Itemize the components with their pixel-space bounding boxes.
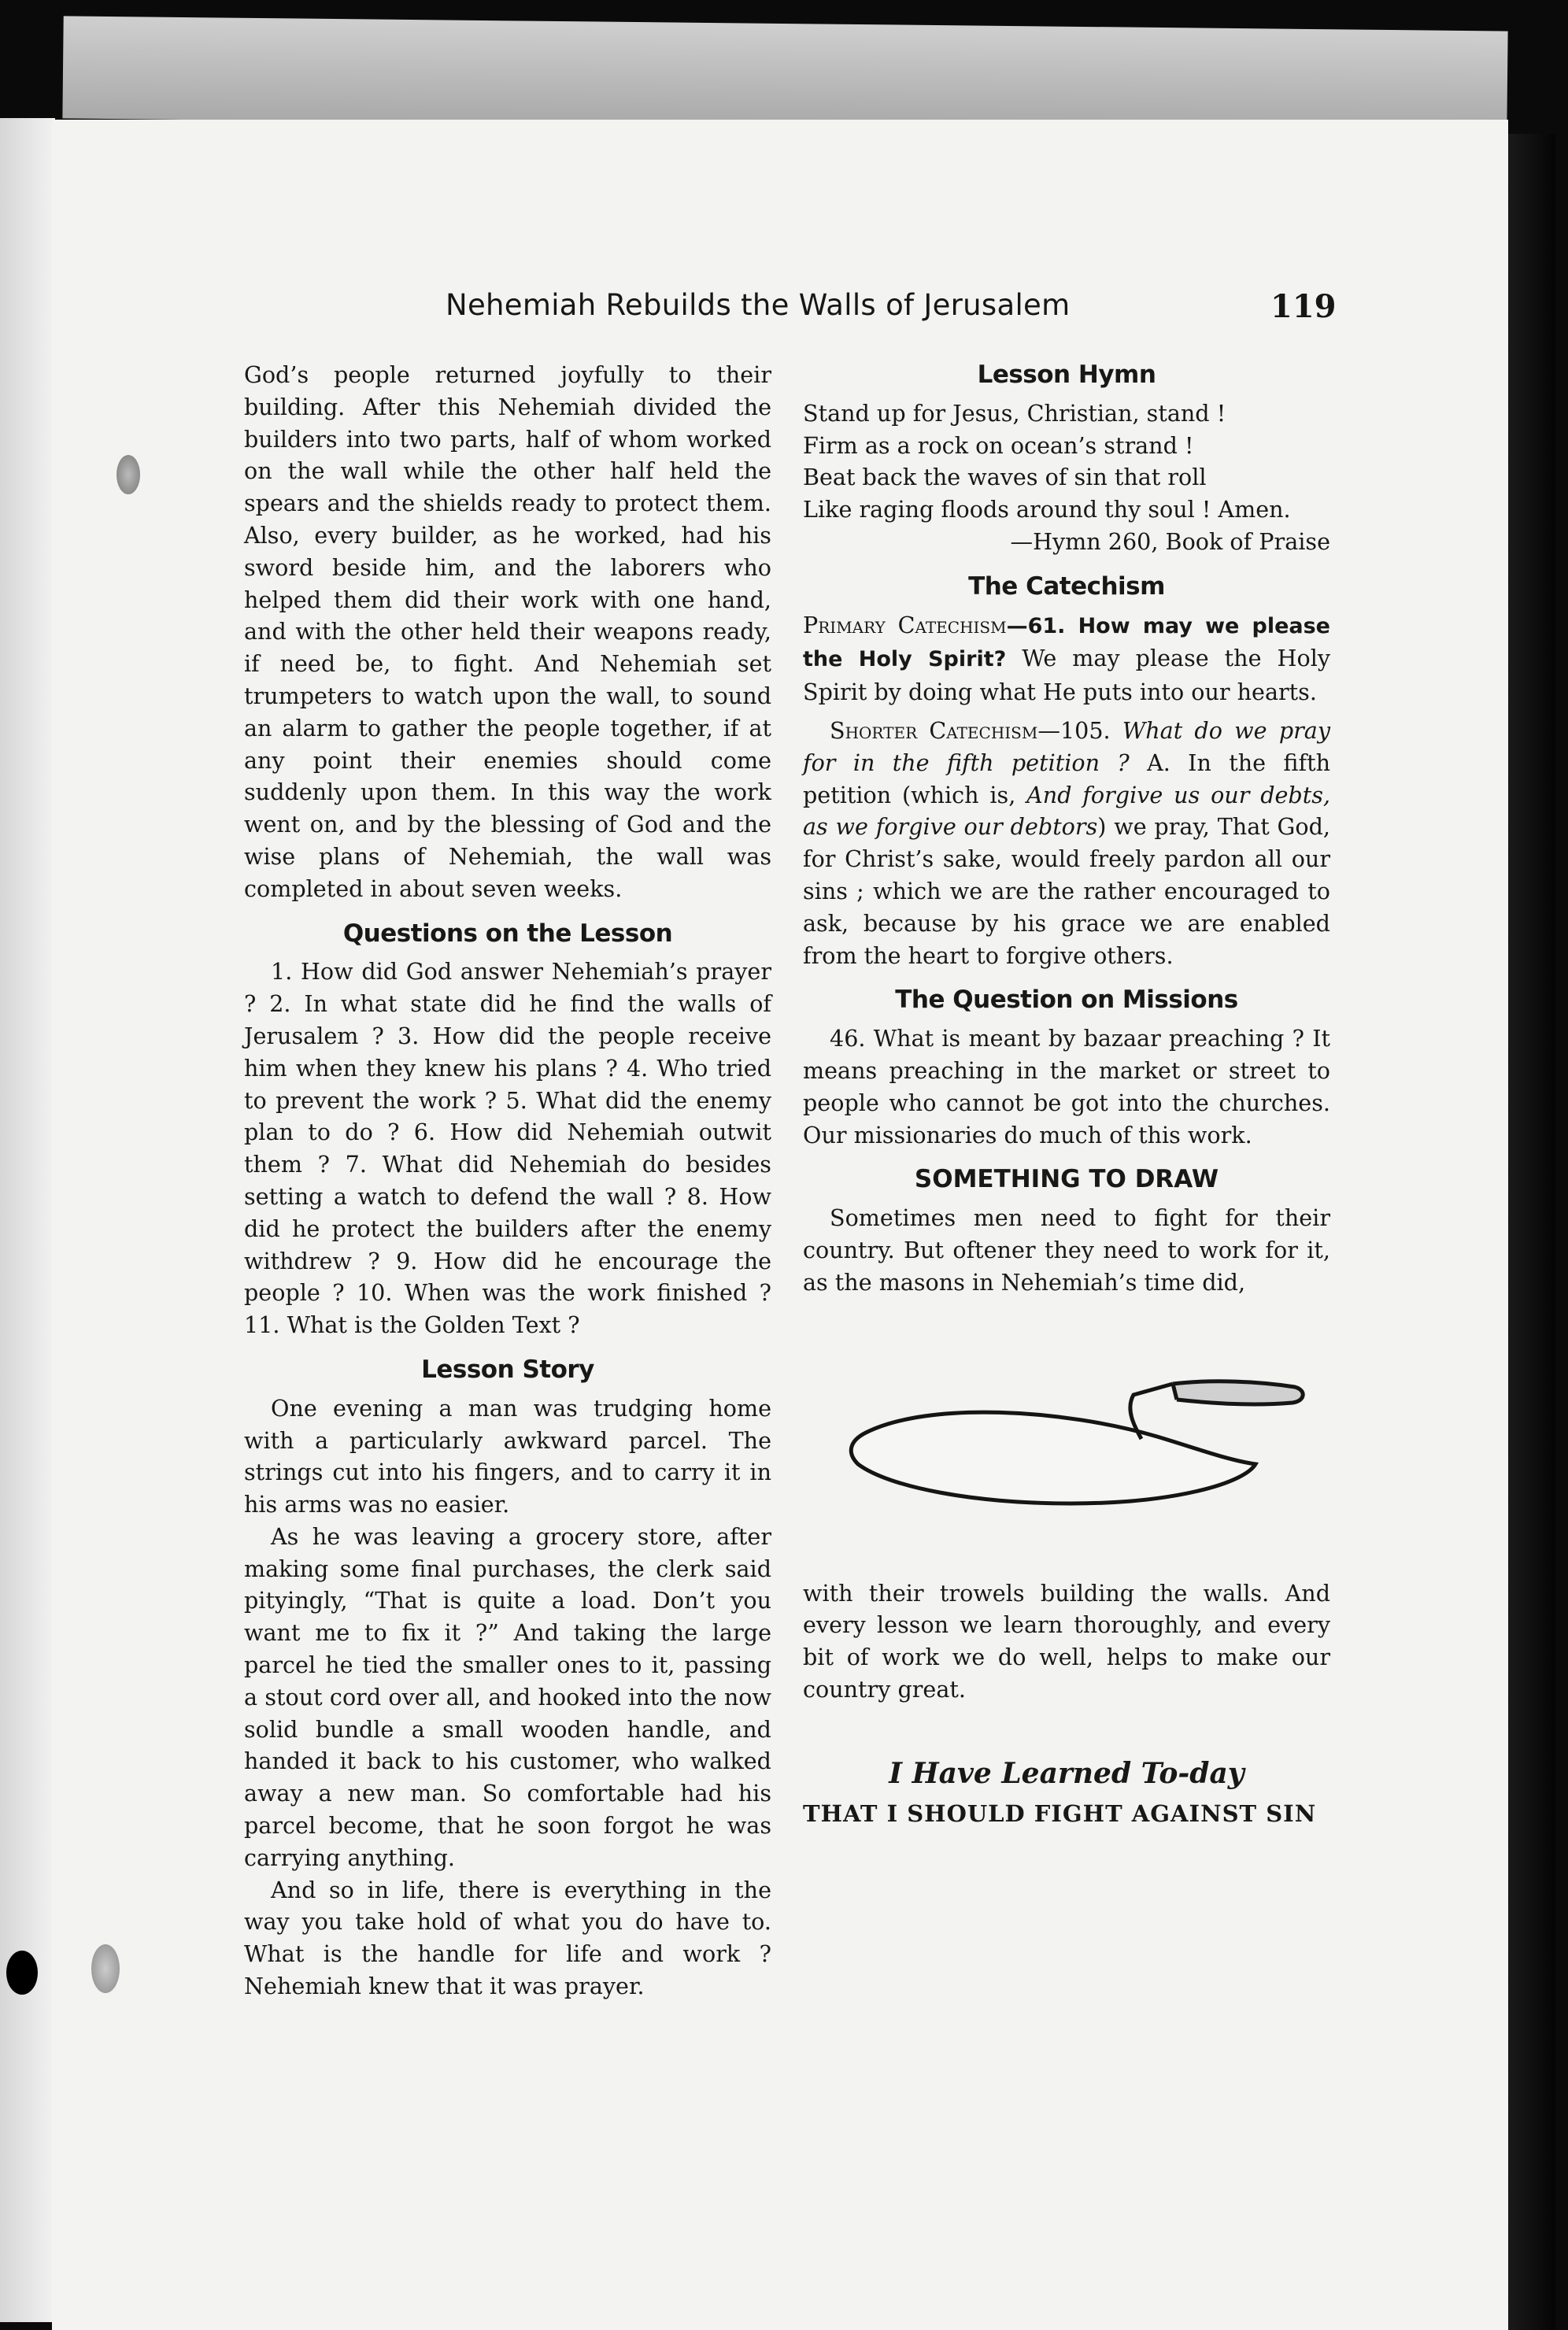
back-page-edge xyxy=(62,16,1507,133)
draw-heading: SOMETHING TO DRAW xyxy=(914,1165,1219,1194)
shorter-catechism-quote: And forgive us our debts, as we forgive our debtors xyxy=(803,781,1330,841)
binding-hole xyxy=(6,1951,38,1995)
hymn-heading: Lesson Hymn xyxy=(977,361,1156,389)
story-paragraph: And so in life, there is everything in the way you take hold of what you do have to. What is the handle for life and work ? Nehemiah knew that it was prayer. xyxy=(244,1876,771,2000)
shorter-catechism-answer-end: ) we pray, That God, for Christ’s sake, would freely pardon all our sins ; which we are the rather encouraged to ask, because by his grace we are enabled from the heart to forgive others. xyxy=(803,813,1330,969)
page-number: 119 xyxy=(1270,288,1337,325)
primary-catechism xyxy=(803,609,1330,708)
story-paragraph: As he was leaving a grocery store, after making some final purchases, the clerk said pityingly, “That is quite a load. Don’t you want me to fix it ?” And taking the large parcel he tied the smaller ones to it, passing a stout cord over all, and hooked into the now solid bundle a small wooden handle, and handed it back to his customer, who walked away a new man. So comfortable had his parcel become, that he soon forgot he was carrying anything. xyxy=(244,1522,771,1871)
binding-hole xyxy=(116,455,140,494)
shorter-catechism-answer-start: A. In the fifth petition (which is, xyxy=(803,749,1330,808)
hymn-reference: —Hymn 260, Book of Praise xyxy=(1010,527,1330,555)
trowel-icon xyxy=(803,1307,1330,1566)
intro-paragraph: God’s people returned joyfully to their building. After this Nehemiah divided the builders into two parts, half of whom worked on the wall while the other half held the spears and the shields ready to protect them. Also, every builder, as he worked, had his sword beside him, and the laborers who helped them did their work with one hand, and with the other held their weapons ready, if need be, to fight. And Nehemiah set trumpeters to watch upon the wall, to sound an alarm to gather the people together, if at any point their enemies should come suddenly upon them. In this way the work went on, and by the blessing of God and the wise plans of Nehemiah, the wall was completed in about seven weeks. xyxy=(244,361,771,902)
right-column xyxy=(803,359,1330,1829)
shorter-catechism-question: What do we pray for in the fifth petition ? xyxy=(803,716,1330,776)
missions-heading: The Question on Missions xyxy=(895,986,1238,1015)
left-column xyxy=(244,359,771,2003)
shorter-catechism-label: Shorter Catechism xyxy=(830,716,1038,744)
questions-heading: Questions on the Lesson xyxy=(342,919,673,948)
story-heading: Lesson Story xyxy=(421,1355,594,1384)
hymn-line: Stand up for Jesus, Christian, stand ! xyxy=(803,399,1226,427)
learned-text: THAT I SHOULD FIGHT AGAINST SIN xyxy=(803,1799,1317,1827)
shorter-catechism-number: —105. xyxy=(1037,716,1122,744)
hymn-line: Beat back the waves of sin that roll xyxy=(803,464,1207,491)
learned-heading: I Have Learned To-day xyxy=(889,1756,1244,1790)
story-paragraph: One evening a man was trudging home with a particularly awkward parcel. The strings cut into his fingers, and to carry it in his arms was no easier. xyxy=(244,1394,771,1518)
trowel-drawing xyxy=(803,1307,1330,1566)
hymn-line: Firm as a rock on ocean’s strand ! xyxy=(803,431,1194,459)
questions-text: 1. How did God answer Nehemiah’s prayer ? 2. In what state did he find the walls of Jerusalem ? 3. How did the people receive him when they knew his plans ? 4. Who tried to prevent the work ? 5. What did the enemy plan to do ? 6. How did Nehemiah outwit them ? 7. What did Nehemiah do besides setting a watch to defend the wall ? 8. How did he protect the builders after the enemy withdrew ? 9. How did he encourage the people ? 10. When was the work finished ? 11. What is the Golden Text ? xyxy=(244,958,771,1339)
hymn-verse xyxy=(803,398,1330,558)
catechism-heading: The Catechism xyxy=(968,571,1165,601)
primary-catechism-answer: We may please the Holy Spirit by doing what He puts into our hearts. xyxy=(803,645,1330,706)
shorter-catechism xyxy=(803,715,1330,971)
dark-page-edge xyxy=(1508,134,1555,2330)
binding-hole xyxy=(91,1944,120,1993)
missions-text: 46. What is meant by bazaar preaching ? It means preaching in the market or street to people who cannot be got into the churches. Our missionaries do much of this work. xyxy=(803,1025,1330,1148)
primary-catechism-question: —61. How may we please the Holy Spirit? xyxy=(803,613,1330,672)
running-title: Nehemiah Rebuilds the Walls of Jerusalem xyxy=(446,288,1071,322)
primary-catechism-label: Primary Catechism xyxy=(803,611,1007,638)
draw-text: Sometimes men need to fight for their country. But oftener they need to work for it, as the masons in Nehemiah’s time did, xyxy=(803,1204,1330,1296)
hymn-line: Like raging floods around thy soul ! Amen. xyxy=(803,496,1291,523)
draw-text: with their trowels building the walls. And every lesson we learn thoroughly, and every bit of work we do well, helps to make our country great. xyxy=(803,1579,1330,1703)
